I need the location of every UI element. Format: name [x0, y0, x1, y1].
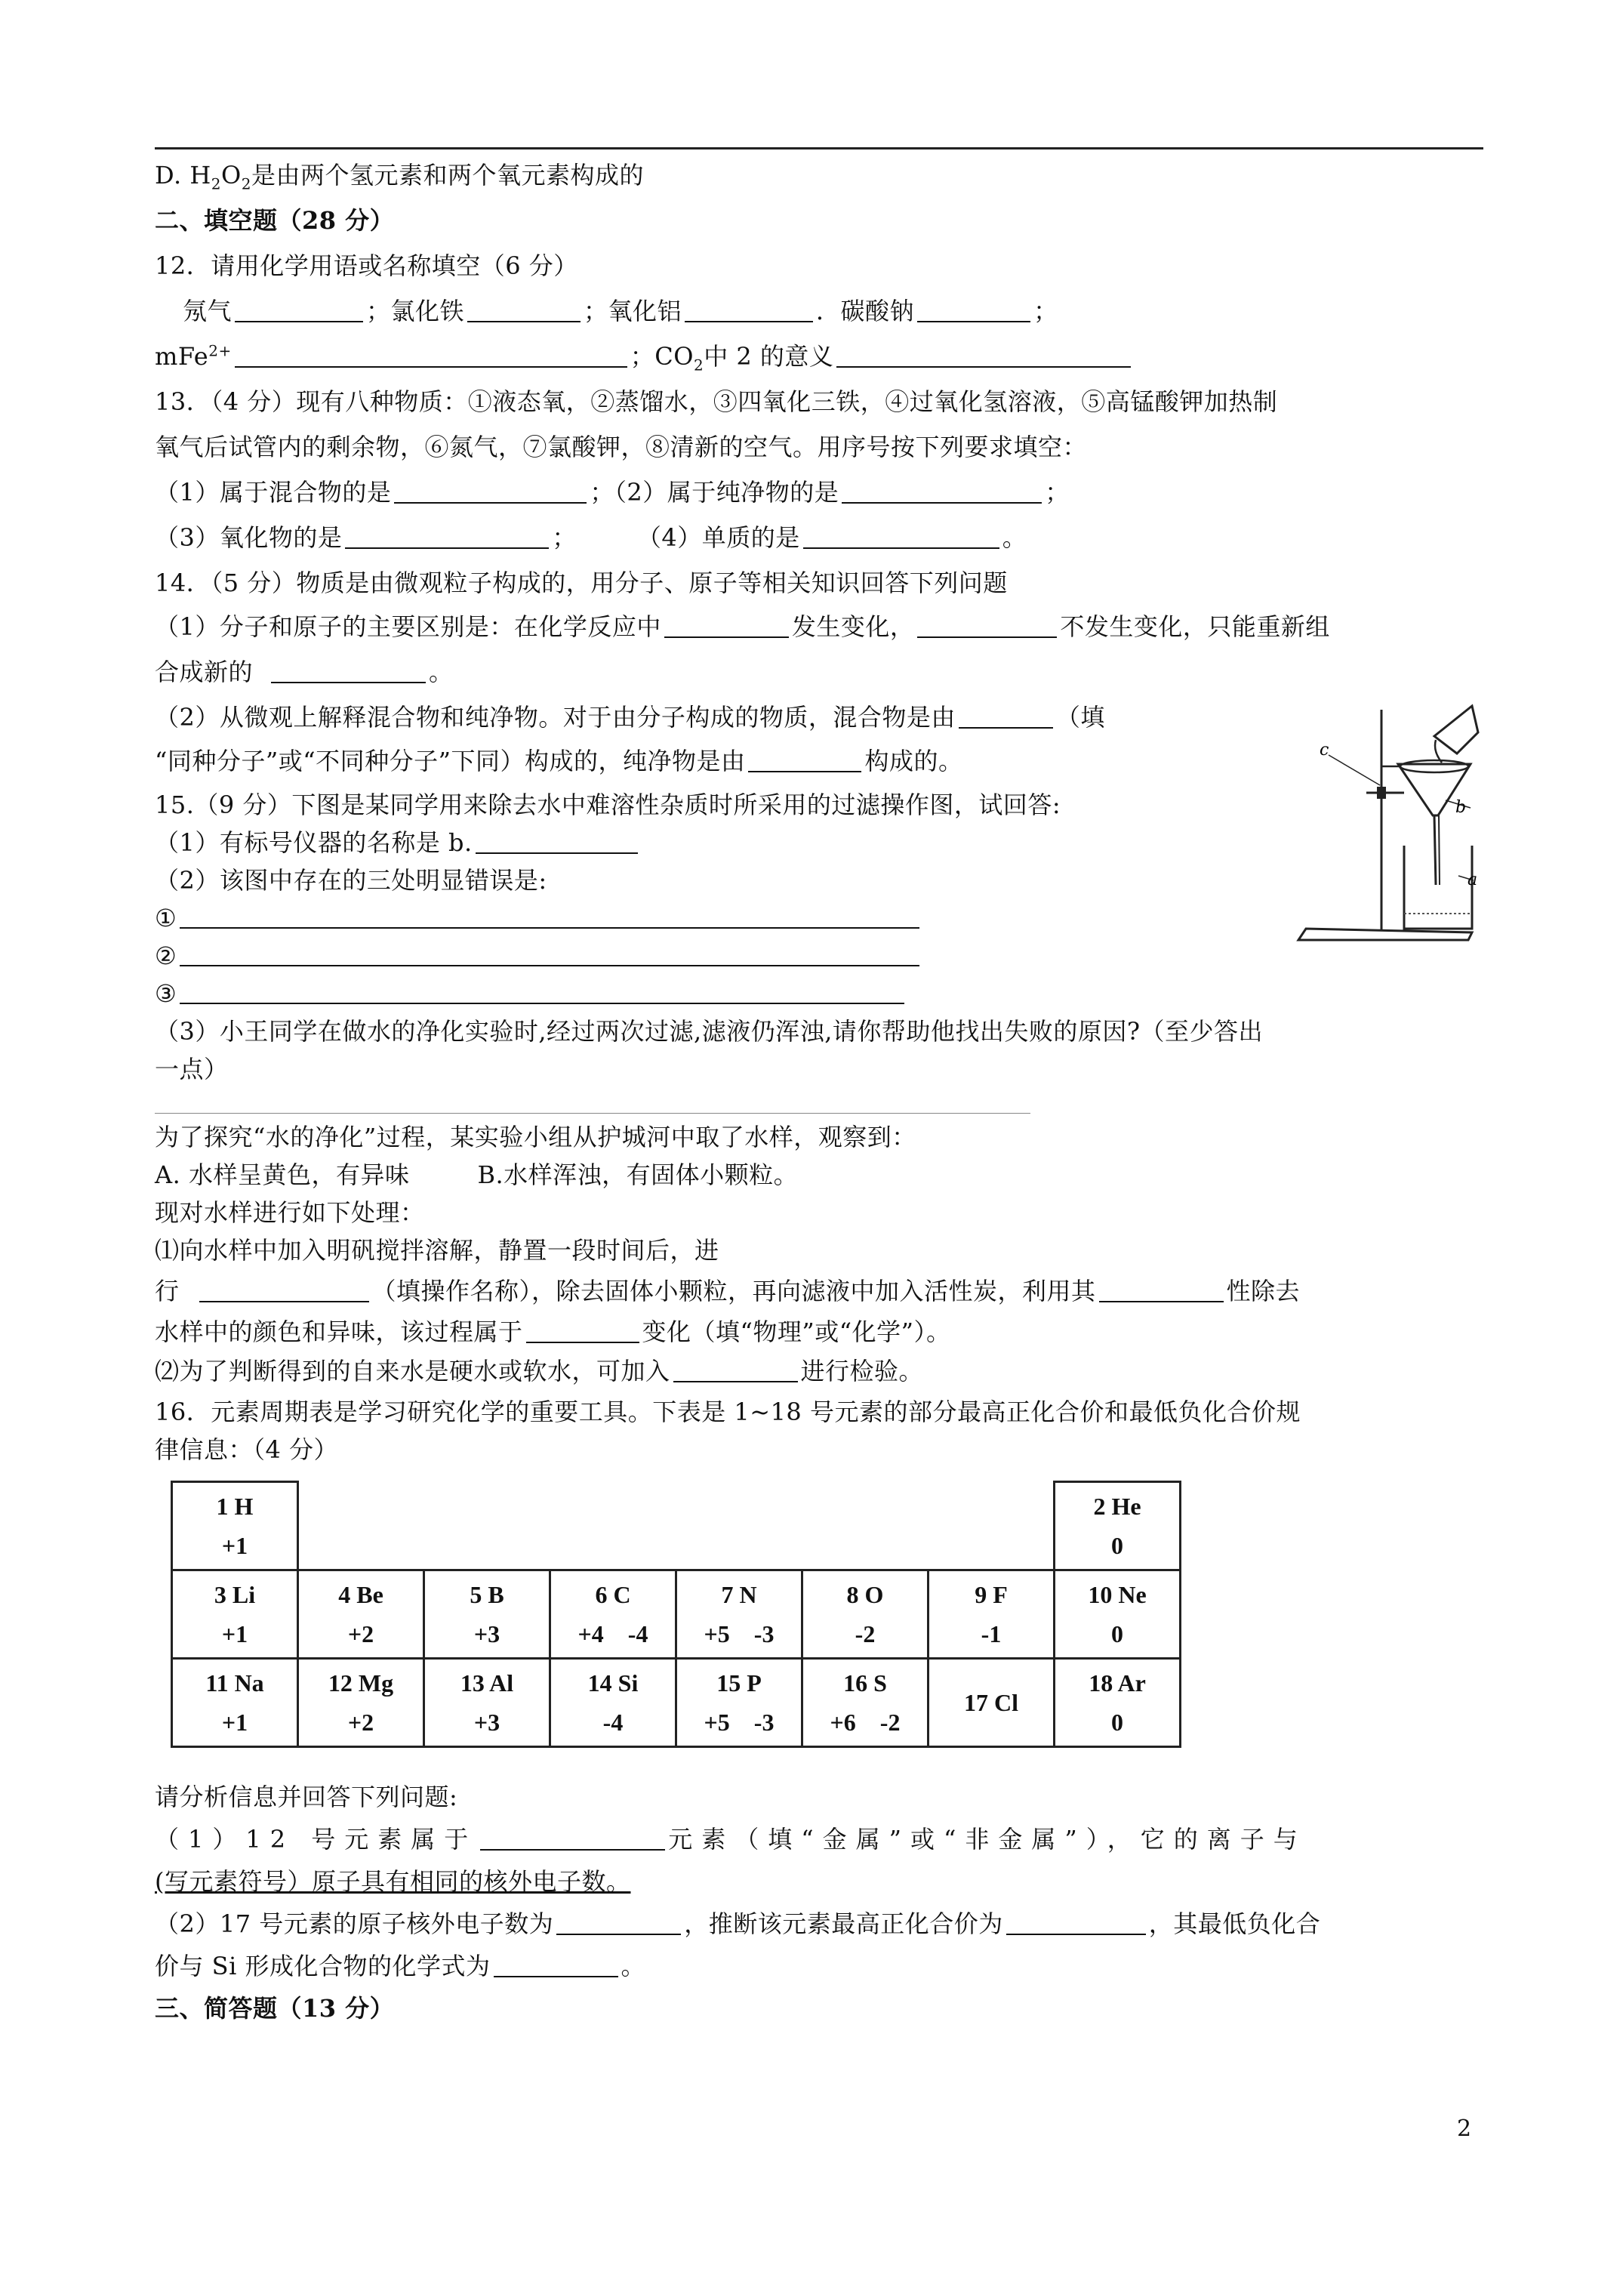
answer-blank[interactable] — [673, 1358, 798, 1382]
empty-cell — [424, 1482, 550, 1570]
empty-cell — [802, 1482, 929, 1570]
q13-punct: ； — [1045, 478, 1070, 507]
option-d-sub2: 2 — [241, 174, 251, 193]
q12-co2-sub: 2 — [693, 356, 704, 374]
element-symbol: 5 B — [470, 1581, 504, 1608]
q16-s2 — [155, 1909, 1320, 1939]
periodic-row-3 — [172, 1659, 1181, 1747]
q14-s2-text: （2）从微观上解释混合物和纯净物。对于由分子构成的物质，混合物是由 — [155, 703, 956, 732]
empty-cell — [929, 1482, 1055, 1570]
q15-s2: （2）该图中存在的三处明显错误是: — [155, 866, 547, 895]
element-symbol: 8 O — [846, 1581, 884, 1608]
water-p1-text: 行 — [155, 1277, 180, 1305]
q12-meaning: 中 2 的意义 — [704, 342, 834, 371]
element-symbol: 18 Ar — [1089, 1669, 1146, 1697]
filtration-apparatus-figure — [1283, 687, 1480, 951]
empty-cell — [298, 1482, 424, 1570]
q13-line2: 氧气后试管内的剩余物，⑥氮气，⑦氯酸钾，⑧清新的空气。用序号按下列要求填空： — [155, 433, 1088, 461]
water-observation-a: A. 水样呈黄色，有异味 — [155, 1160, 410, 1189]
element-cell — [802, 1659, 929, 1747]
element-valence: +2 — [347, 1620, 374, 1647]
q14-s2-text3: “同种分子”或“不同种分子”下同）构成的，纯净物是由 — [155, 747, 746, 775]
element-cell — [929, 1570, 1055, 1659]
q15-s3-cont: 一点） — [155, 1055, 229, 1083]
q15-error-3: ③ — [155, 979, 177, 1008]
answer-line[interactable] — [180, 965, 919, 966]
q15-s1-text: （1）有标号仪器的名称是 b. — [155, 828, 473, 857]
water-p2-text: ⑵为了判断得到的自来水是硬水或软水，可加入 — [155, 1357, 670, 1385]
q13-oxide-label: （3）氧化物的是 — [155, 523, 343, 552]
water-observations — [155, 1160, 798, 1190]
answer-blank[interactable] — [842, 479, 1042, 504]
answer-blank[interactable] — [394, 479, 587, 504]
q16-s1-cont — [155, 1866, 631, 1897]
q14-s1-cont — [155, 657, 454, 687]
water-p1-text4: 水样中的颜色和异味，该过程属于 — [155, 1318, 523, 1346]
answer-blank[interactable] — [836, 344, 1131, 368]
element-symbol: 11 Na — [205, 1669, 264, 1697]
q15-error-2: ② — [155, 942, 177, 970]
option-d-suffix: 是由两个氢元素和两个氧元素构成的 — [251, 161, 644, 190]
element-valence: +3 — [473, 1620, 500, 1647]
q16-s2-end: 。 — [621, 1952, 646, 1980]
q12-line2 — [155, 341, 1134, 374]
answer-line[interactable] — [180, 927, 919, 929]
q12-item-na2co3: ．碳酸钠 — [816, 297, 915, 325]
element-cell — [1055, 1482, 1181, 1570]
q13-row1 — [155, 477, 1070, 507]
q15-title: 15.（9 分）下图是某同学用来除去水中难溶性杂质时所采用的过滤操作图，试回答: — [155, 791, 1061, 819]
answer-blank[interactable] — [664, 614, 789, 638]
answer-blank[interactable] — [1099, 1278, 1224, 1302]
q14-s1 — [155, 612, 1330, 642]
figure-label-c: c — [1320, 741, 1329, 760]
element-cell — [172, 1659, 298, 1747]
element-cell — [172, 1570, 298, 1659]
water-p1-text3: 性除去 — [1226, 1277, 1301, 1305]
q16-s2-text2: ，推断该元素最高正化合价为 — [684, 1909, 1003, 1938]
answer-blank[interactable] — [476, 830, 638, 854]
q12-line1 — [183, 296, 1058, 326]
answer-blank[interactable] — [917, 298, 1030, 322]
q16-s1-text2: 元素（填“金属”或“非金属”），它的离子与 — [668, 1825, 1307, 1854]
element-symbol: 3 Li — [214, 1581, 256, 1608]
element-valence: +4 -4 — [577, 1620, 648, 1647]
answer-blank[interactable] — [467, 298, 581, 322]
element-cell — [676, 1570, 802, 1659]
q14-s2-text2: （填 — [1055, 703, 1105, 732]
element-symbol: 13 Al — [460, 1669, 514, 1697]
q16-s1-text: （1）12 号元素属于 — [155, 1825, 478, 1854]
header-rule — [155, 147, 1483, 149]
q13-punct: ； — [552, 523, 577, 552]
q15-error-1: ① — [155, 904, 177, 932]
water-process: 现对水样进行如下处理： — [155, 1198, 425, 1227]
element-valence: +2 — [347, 1709, 374, 1736]
q14-s2-cont — [155, 746, 962, 776]
answer-line[interactable] — [155, 1113, 1030, 1114]
section-3-title: 三、简答题（13 分） — [155, 1994, 395, 2023]
q13-row2 — [155, 522, 1027, 553]
periodic-row-1 — [172, 1482, 1181, 1570]
q16-line1: 16．元素周期表是学习研究化学的重要工具。下表是 1~18 号元素的部分最高正化合价和最低负化合价规 — [155, 1398, 1301, 1426]
element-cell — [298, 1570, 424, 1659]
water-p1-cont2 — [155, 1317, 950, 1347]
q14-s1-text4: 合成新的 — [155, 658, 254, 686]
q16-s1 — [155, 1824, 1307, 1854]
answer-blank[interactable] — [803, 525, 999, 549]
q16-s1-text3: (写元素符号）原子具有相同的核外电子数。 — [155, 1867, 631, 1896]
q16-s2-text: （2）17 号元素的原子核外电子数为 — [155, 1909, 554, 1938]
element-symbol: 9 F — [975, 1581, 1008, 1608]
element-cell — [1055, 1659, 1181, 1747]
page-number: 2 — [1457, 2116, 1472, 2142]
element-valence: 0 — [1111, 1709, 1123, 1736]
element-cell — [424, 1659, 550, 1747]
answer-blank[interactable] — [917, 614, 1057, 638]
element-symbol: 12 Mg — [328, 1669, 394, 1697]
element-cell — [802, 1570, 929, 1659]
water-intro: 为了探究“水的净化”过程，某实验小组从护城河中取了水样，观察到： — [155, 1123, 916, 1151]
element-symbol: 15 P — [716, 1669, 762, 1697]
element-symbol: 16 S — [843, 1669, 887, 1697]
element-valence: -2 — [855, 1620, 876, 1647]
answer-blank[interactable] — [685, 298, 813, 322]
answer-blank[interactable] — [480, 1826, 665, 1851]
answer-blank[interactable] — [271, 659, 426, 683]
q12-co2: ；CO — [630, 342, 694, 371]
element-cell — [550, 1570, 676, 1659]
answer-blank[interactable] — [235, 298, 363, 322]
element-valence: +5 -3 — [704, 1620, 775, 1647]
q15-s3: （3）小王同学在做水的净化实验时,经过两次过滤,滤液仍浑浊,请你帮助他找出失败的原因?（至少答出 — [155, 1017, 1264, 1046]
answer-blank[interactable] — [526, 1319, 639, 1343]
q12-item-end: ； — [1033, 297, 1058, 325]
q14-s1-end: 。 — [429, 658, 454, 686]
answer-blank[interactable] — [235, 344, 627, 368]
element-valence: +1 — [221, 1620, 248, 1647]
element-symbol: 2 He — [1093, 1493, 1141, 1520]
section-2-title: 二、填空题（28 分） — [155, 206, 395, 235]
element-valence: +6 -2 — [830, 1709, 901, 1736]
q12-item-fecl3: ；氯化铁 — [366, 297, 465, 325]
option-d-prefix: D. H — [155, 161, 211, 190]
q13-mixture-label: （1）属于混合物的是 — [155, 478, 392, 507]
q15-s1 — [155, 827, 641, 858]
element-cell — [550, 1659, 676, 1747]
element-symbol: 6 C — [595, 1581, 631, 1608]
answer-blank[interactable] — [199, 1278, 369, 1302]
water-p2 — [155, 1356, 923, 1386]
q12-mfe: mFe — [155, 342, 209, 371]
empty-cell — [550, 1482, 676, 1570]
option-d — [155, 160, 644, 193]
element-symbol: 4 Be — [338, 1581, 383, 1608]
q14-s1-text: （1）分子和原子的主要区别是：在化学反应中 — [155, 612, 661, 641]
q14-title: 14．（5 分）物质是由微观粒子构成的，用分子、原子等相关知识回答下列问题 — [155, 569, 1008, 597]
option-d-mid: O — [221, 161, 242, 190]
element-valence: 0 — [1111, 1620, 1123, 1647]
element-symbol: 10 Ne — [1088, 1581, 1147, 1608]
answer-line[interactable] — [180, 1003, 904, 1004]
water-observation-b: B.水样浑浊，有固体小颗粒。 — [477, 1160, 799, 1189]
element-valence: +1 — [221, 1709, 248, 1736]
q16-line2: 律信息：（4 分） — [155, 1435, 339, 1464]
element-cell — [1055, 1570, 1181, 1659]
element-valence: -4 — [602, 1709, 624, 1736]
figure-label-b: b — [1455, 798, 1467, 817]
q12-item-al2o3: ；氧化铝 — [584, 297, 682, 325]
element-cell — [172, 1482, 298, 1570]
q13-element-label: （4）单质的是 — [636, 523, 800, 552]
water-p1: ⑴向水样中加入明矾搅拌溶解，静置一段时间后，进 — [155, 1236, 719, 1265]
answer-blank[interactable] — [556, 1911, 681, 1935]
q16-s2-text4: 价与 Si 形成化合物的化学式为 — [155, 1952, 491, 1980]
element-cell — [298, 1659, 424, 1747]
q14-s1-text3: 不发生变化，只能重新组 — [1060, 612, 1330, 641]
answer-blank[interactable] — [1006, 1911, 1146, 1935]
element-symbol: 1 H — [216, 1493, 254, 1520]
element-cell — [424, 1570, 550, 1659]
q12-title: 12．请用化学用语或名称填空（6 分） — [155, 251, 578, 280]
element-symbol: 17 Cl — [964, 1689, 1018, 1716]
element-valence: +5 -3 — [704, 1709, 775, 1736]
element-cell — [676, 1659, 802, 1747]
q14-s1-text2: 发生变化， — [791, 612, 915, 641]
q12-item-neon: 氖气 — [183, 297, 233, 325]
q16-s2-cont — [155, 1951, 645, 1981]
figure-label-a: a — [1467, 871, 1478, 889]
water-p1-text5: 变化（填“物理”或“化学”）。 — [642, 1318, 951, 1346]
element-valence: 0 — [1111, 1532, 1123, 1559]
answer-blank[interactable] — [345, 525, 549, 549]
water-p2-end: 进行检验。 — [800, 1357, 924, 1385]
q12-mfe-charge: 2+ — [208, 341, 232, 360]
element-symbol: 7 N — [721, 1581, 757, 1608]
q16-s2-text3: ，其最低负化合 — [1148, 1909, 1321, 1938]
answer-blank[interactable] — [959, 704, 1053, 729]
q13-pure-label: ；（2）属于纯净物的是 — [590, 478, 839, 507]
empty-cell — [676, 1482, 802, 1570]
element-valence: -1 — [981, 1620, 1002, 1647]
option-d-sub1: 2 — [211, 174, 221, 193]
element-symbol: 14 Si — [587, 1669, 639, 1697]
periodic-row-2 — [172, 1570, 1181, 1659]
answer-blank[interactable] — [748, 748, 861, 772]
q14-s2 — [155, 702, 1105, 732]
answer-blank[interactable] — [494, 1953, 618, 1977]
q13-punct: 。 — [1002, 523, 1027, 552]
water-p1-text2: （填操作名称），除去固体小颗粒，再向滤液中加入活性炭，利用其 — [371, 1277, 1096, 1305]
water-p1-cont — [155, 1276, 1300, 1306]
q16-ask: 请分析信息并回答下列问题: — [155, 1783, 458, 1811]
q14-s2-end: 构成的。 — [864, 747, 963, 775]
q13-line1: 13．（4 分）现有八种物质：①液态氧，②蒸馏水，③四氧化三铁，④过氧化氢溶液，⑤高锰酸钾加热制 — [155, 387, 1278, 416]
element-valence: +3 — [473, 1709, 500, 1736]
element-valence: +1 — [221, 1532, 248, 1559]
periodic-table — [171, 1481, 1181, 1748]
element-cell — [929, 1659, 1055, 1747]
